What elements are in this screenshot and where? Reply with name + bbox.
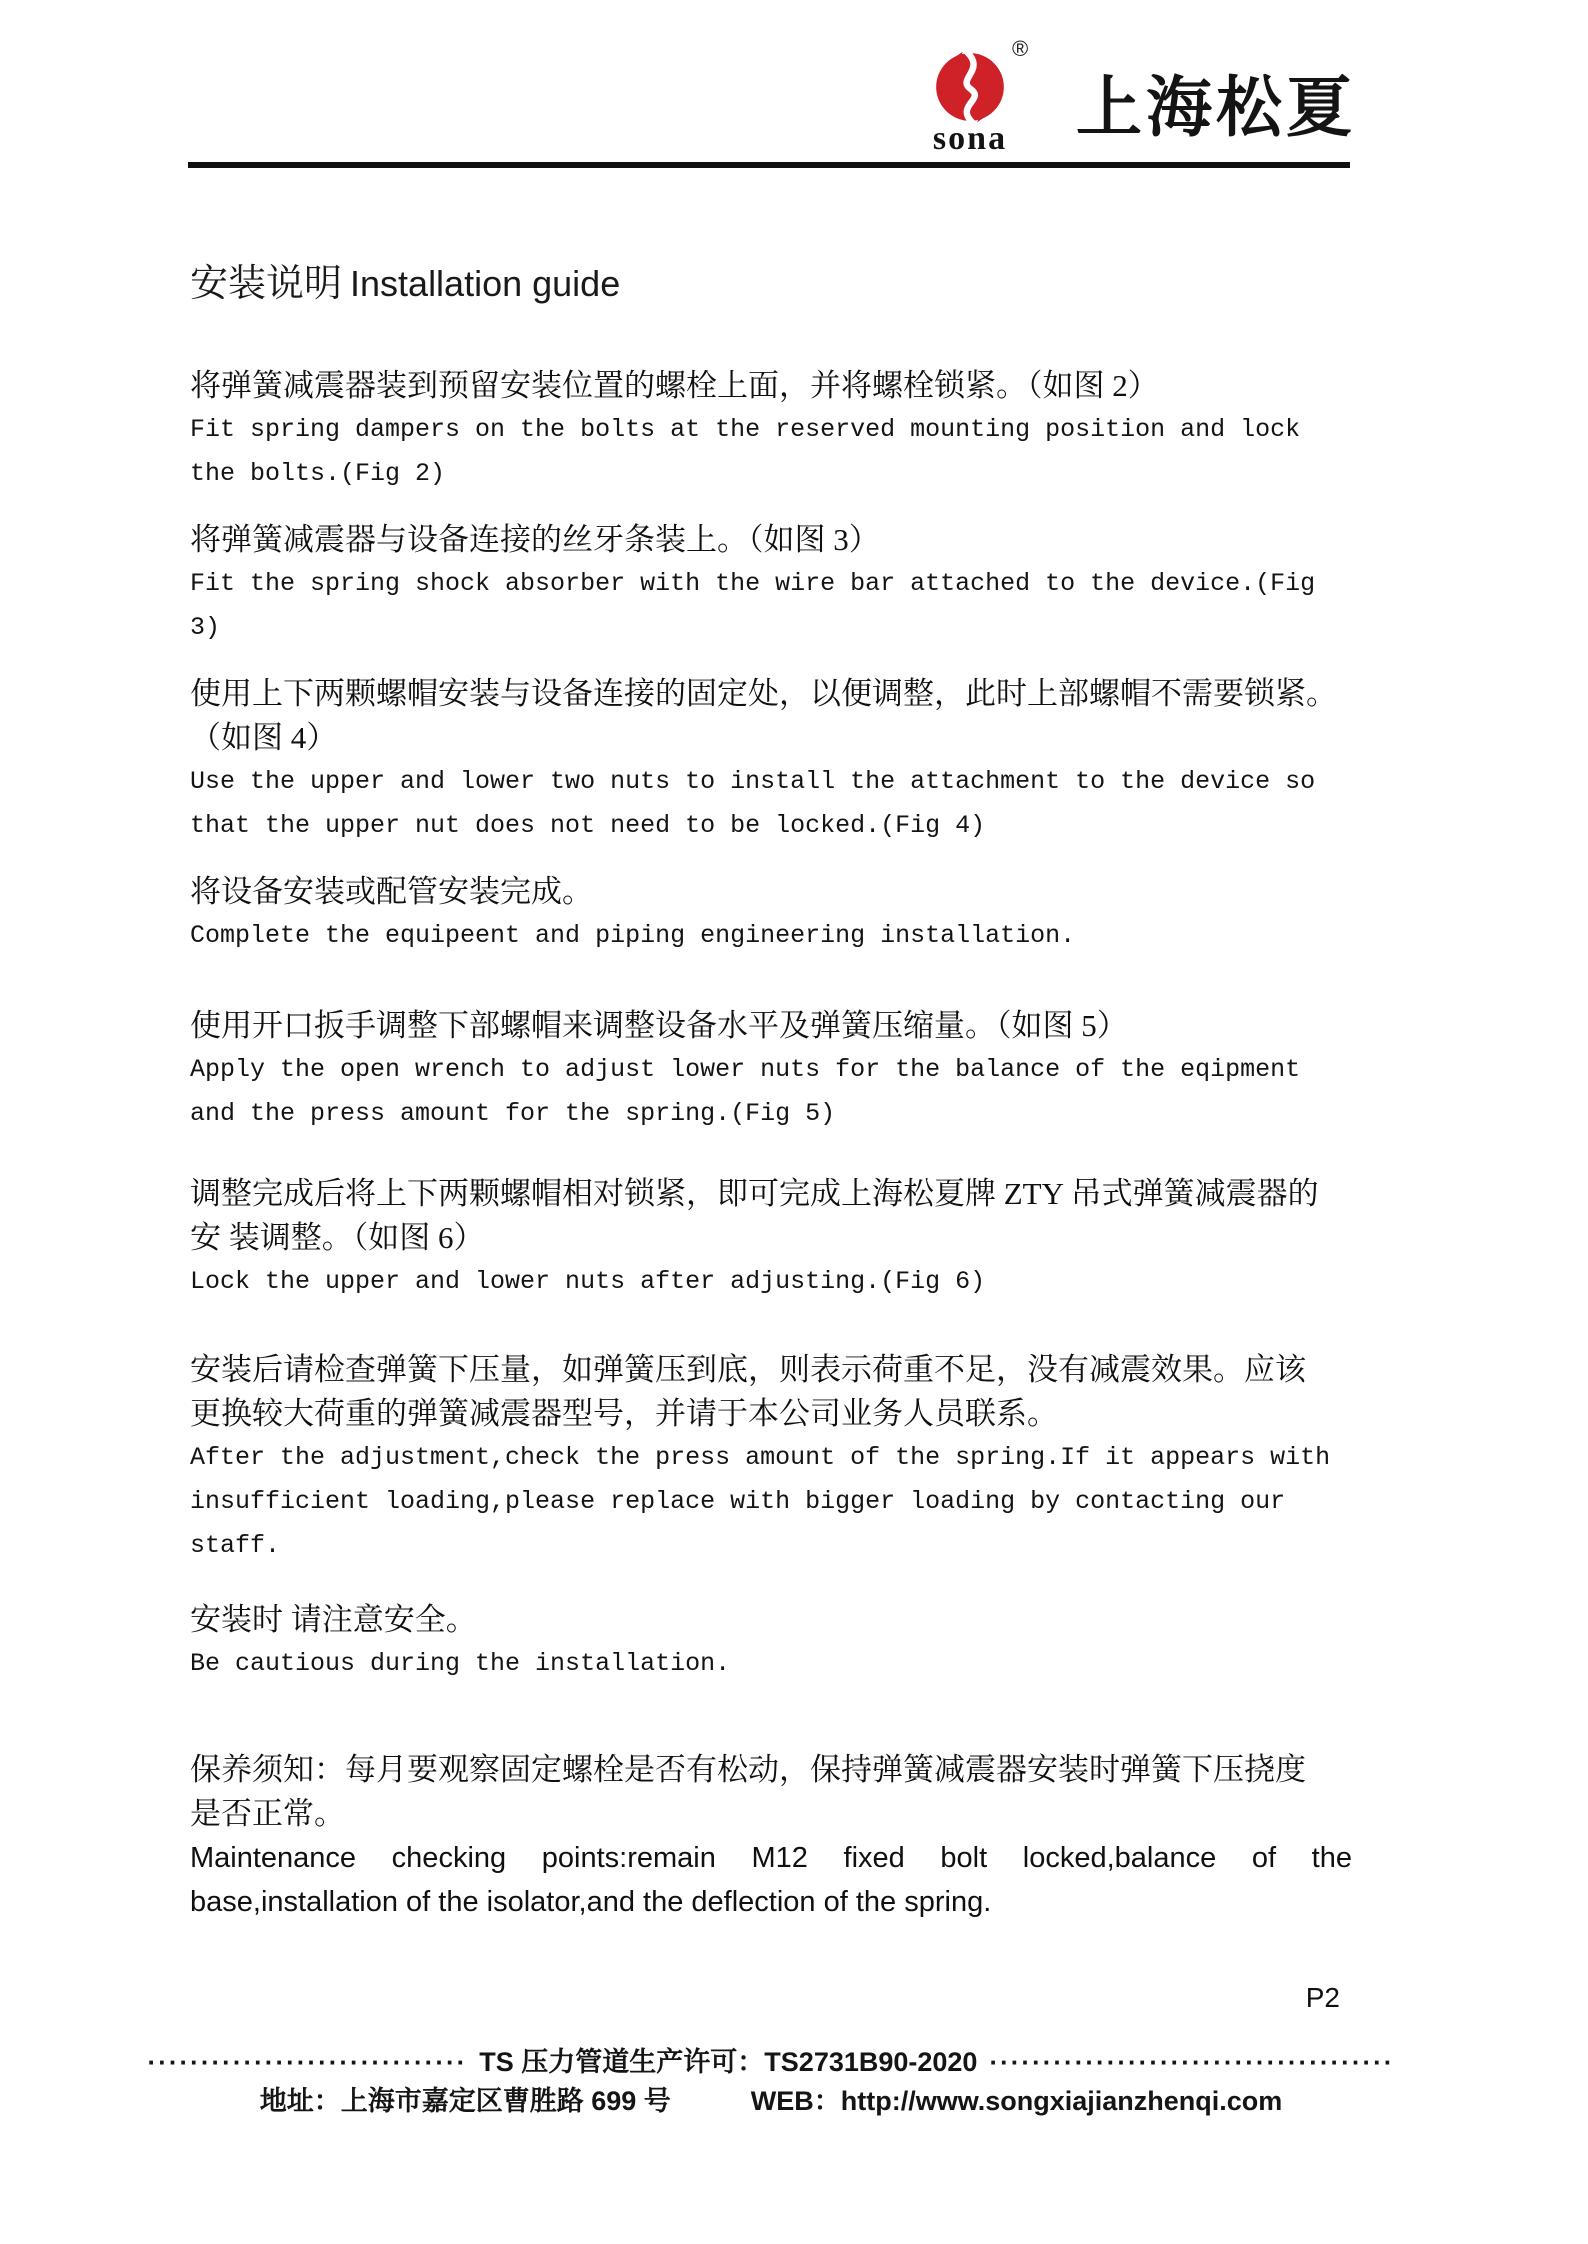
sona-logo-icon — [934, 50, 1006, 124]
en-line: After the adjustment,check the press amount of the spring.If it appears with — [190, 1443, 1331, 1472]
page-title — [190, 252, 1352, 307]
en-line: Be cautious during the installation. — [190, 1649, 731, 1678]
zh-line: 更换较大荷重的弹簧减震器型号，并请于本公司业务人员联系。 — [190, 1396, 1058, 1431]
document-body — [190, 252, 1352, 1946]
company-name: 上海松夏 — [1076, 70, 1356, 144]
paragraph-lock-nuts — [190, 1172, 1352, 1304]
zh-line: 将设备安装或配管安装完成。 — [190, 874, 593, 909]
footer-web: WEB：http://www.songxiajianzhenqi.com — [750, 2086, 1283, 2116]
page-title-en: Installation guide — [350, 263, 621, 304]
en-line: Maintenance checking points:remain M12 fixed bolt locked,balance of the — [190, 1842, 1352, 1874]
zh-line: 安 装调整。（如图 6） — [190, 1220, 485, 1255]
en-line: Complete the equipeent and piping engineering installation. — [190, 921, 1076, 950]
zh-line: 使用开口扳手调整下部螺帽来调整设备水平及弹簧压缩量。（如图 5） — [190, 1008, 1128, 1043]
en-line: Use the upper and lower two nuts to install the attachment to the device so — [190, 767, 1316, 796]
paragraph-open-wrench — [190, 1004, 1352, 1136]
en-line: that the upper nut does not need to be locked.(Fig 4) — [190, 811, 986, 840]
en-line: 3) — [190, 613, 221, 642]
dot-leader-left: ······························ — [147, 2047, 468, 2077]
footer-license-line — [147, 2044, 1395, 2080]
page-number: P2 — [1305, 1982, 1340, 2013]
en-line: Apply the open wrench to adjust lower nuts for the balance of the eqipment — [190, 1055, 1301, 1084]
logo-mark-wrap — [930, 30, 1050, 160]
paragraph-fit-dampers — [190, 364, 1352, 496]
company-logo — [930, 30, 1356, 160]
en-line: the bolts.(Fig 2) — [190, 459, 446, 488]
zh-line: 是否正常。 — [190, 1796, 345, 1831]
paragraph-complete-piping — [190, 870, 1352, 958]
header-divider — [188, 162, 1350, 168]
en-line: staff. — [190, 1531, 281, 1560]
en-line: base,installation of the isolator,and the deflection of the spring. — [190, 1886, 992, 1918]
paragraph-check-press-amount — [190, 1348, 1352, 1568]
en-line: insufficient loading,please replace with bigger loading by contacting our — [190, 1487, 1286, 1516]
registered-mark: ® — [1012, 36, 1029, 61]
footer-contact-line — [190, 2082, 1352, 2120]
en-line: Fit the spring shock absorber with the wire bar attached to the device.(Fig — [190, 569, 1316, 598]
zh-line: （如图 4） — [190, 720, 338, 755]
en-line: Lock the upper and lower nuts after adjusting.(Fig 6) — [190, 1267, 986, 1296]
paragraph-maintenance — [190, 1748, 1352, 1924]
zh-line: 保养须知：每月要观察固定螺栓是否有松动，保持弹簧减震器安装时弹簧下压挠度 — [190, 1752, 1306, 1787]
zh-line: 安装后请检查弹簧下压量，如弹簧压到底，则表示荷重不足，没有减震效果。应该 — [190, 1352, 1306, 1387]
dot-leader-right: ······································ — [989, 2047, 1395, 2077]
zh-line: 将弹簧减震器装到预留安装位置的螺栓上面，并将螺栓锁紧。（如图 2） — [190, 368, 1159, 403]
zh-line: 使用上下两颗螺帽安装与设备连接的固定处，以便调整，此时上部螺帽不需要锁紧。 — [190, 676, 1337, 711]
footer-address: 地址：上海市嘉定区曹胜路 699 号 — [259, 2086, 671, 2116]
zh-line: 调整完成后将上下两颗螺帽相对锁紧，即可完成上海松夏牌 ZTY 吊式弹簧减震器的 — [190, 1176, 1319, 1211]
paragraph-be-cautious — [190, 1598, 1352, 1686]
zh-line: 将弹簧减震器与设备连接的丝牙条装上。（如图 3） — [190, 522, 880, 557]
paragraph-two-nuts — [190, 672, 1352, 848]
en-line: Fit spring dampers on the bolts at the reserved mounting position and lock — [190, 415, 1301, 444]
page-title-zh: 安装说明 — [190, 263, 343, 305]
license-text: TS 压力管道生产许可：TS2731B90-2020 — [479, 2047, 978, 2077]
paragraph-wire-bar — [190, 518, 1352, 650]
zh-line: 安装时 请注意安全。 — [190, 1602, 477, 1637]
brand-name: sona — [932, 120, 1008, 157]
en-line: and the press amount for the spring.(Fig 5) — [190, 1099, 836, 1128]
